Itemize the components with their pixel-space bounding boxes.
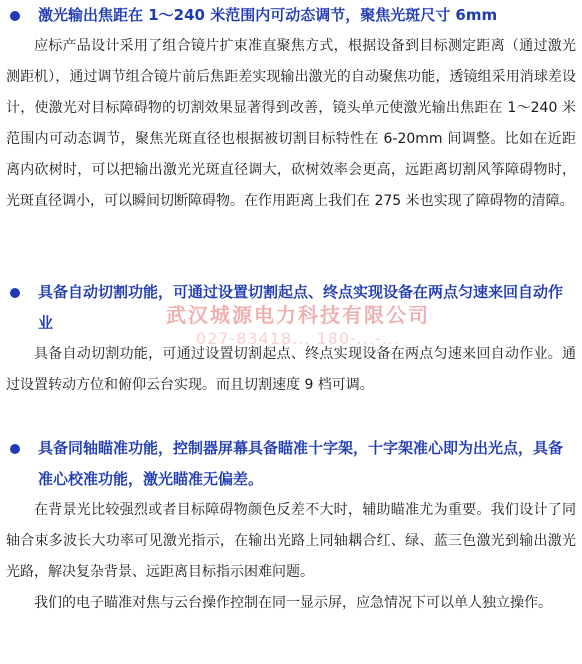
section-heading-text: 具备同轴瞄准功能，控制器屏幕具备瞄准十字架，十字架准心即为出光点，具备准心校准功能，激光瞄准无偏差。 [38,439,564,488]
section-body: 在背景光比较强烈或者目标障碍物颜色反差不大时，辅助瞄准尤为重要。我们设计了同轴合束多波长大功率可见激光指示，在输出光路上同轴耦合红、绿、蓝三色激光到输出激光光路，解决复杂背景、远距离目标指示困难问题。 [6,502,576,580]
section-heading-text: 具备自动切割功能，可通过设置切割起点、终点实现设备在两点匀速来回自动作业 [38,283,564,332]
section-heading-text: 激光输出焦距在 1～240 米范围内可动态调节，聚焦光斑尺寸 6mm [38,6,498,24]
section-coaxial-aim [6,433,576,619]
section-heading [6,433,576,495]
section-auto-cut [6,277,576,401]
section-body: 应标产品设计采用了组合镜片扩束准直聚焦方式，根据设备到目标测定距离（通过激光测距机），通过调节组合镜片前后焦距差实现输出激光的自动聚焦功能，透镜组采用消球差设计，使激光对目标障碍物的切割效果显著得到改善，镜头单元使激光输出焦距在 1～240 米范围内可动态调节，聚焦光斑直径也根据被切割目标特性在 6-20mm 间调整。比如在近距离内砍树时，可以把输出激光光斑直径调大，砍树效率会更高，远距离切割风筝障碍物时，光斑直径调小，可以瞬间切断障碍物。在作用距离上我们在 275 米也实现了障碍物的清障。 [6,38,576,209]
section-heading [6,277,576,339]
section-heading [6,0,576,31]
section-body-secondary: 我们的电子瞄准对焦与云台操作控制在同一显示屏，应急情况下可以单人独立操作。 [34,595,552,611]
section-body: 具备自动切割功能，可通过设置切割起点、终点实现设备在两点匀速来回自动作业。通过设置转动方位和俯仰云台实现。而且切割速度 9 档可调。 [6,346,576,393]
watermark-company-name: 武汉城源电力科技有限公司 [166,303,430,327]
bullet-icon [10,444,20,454]
bullet-icon [10,11,20,21]
bullet-icon [10,288,20,298]
section-focus-adjust [6,0,576,217]
watermark-phones: 027-83418... 180-...-... [195,329,401,348]
